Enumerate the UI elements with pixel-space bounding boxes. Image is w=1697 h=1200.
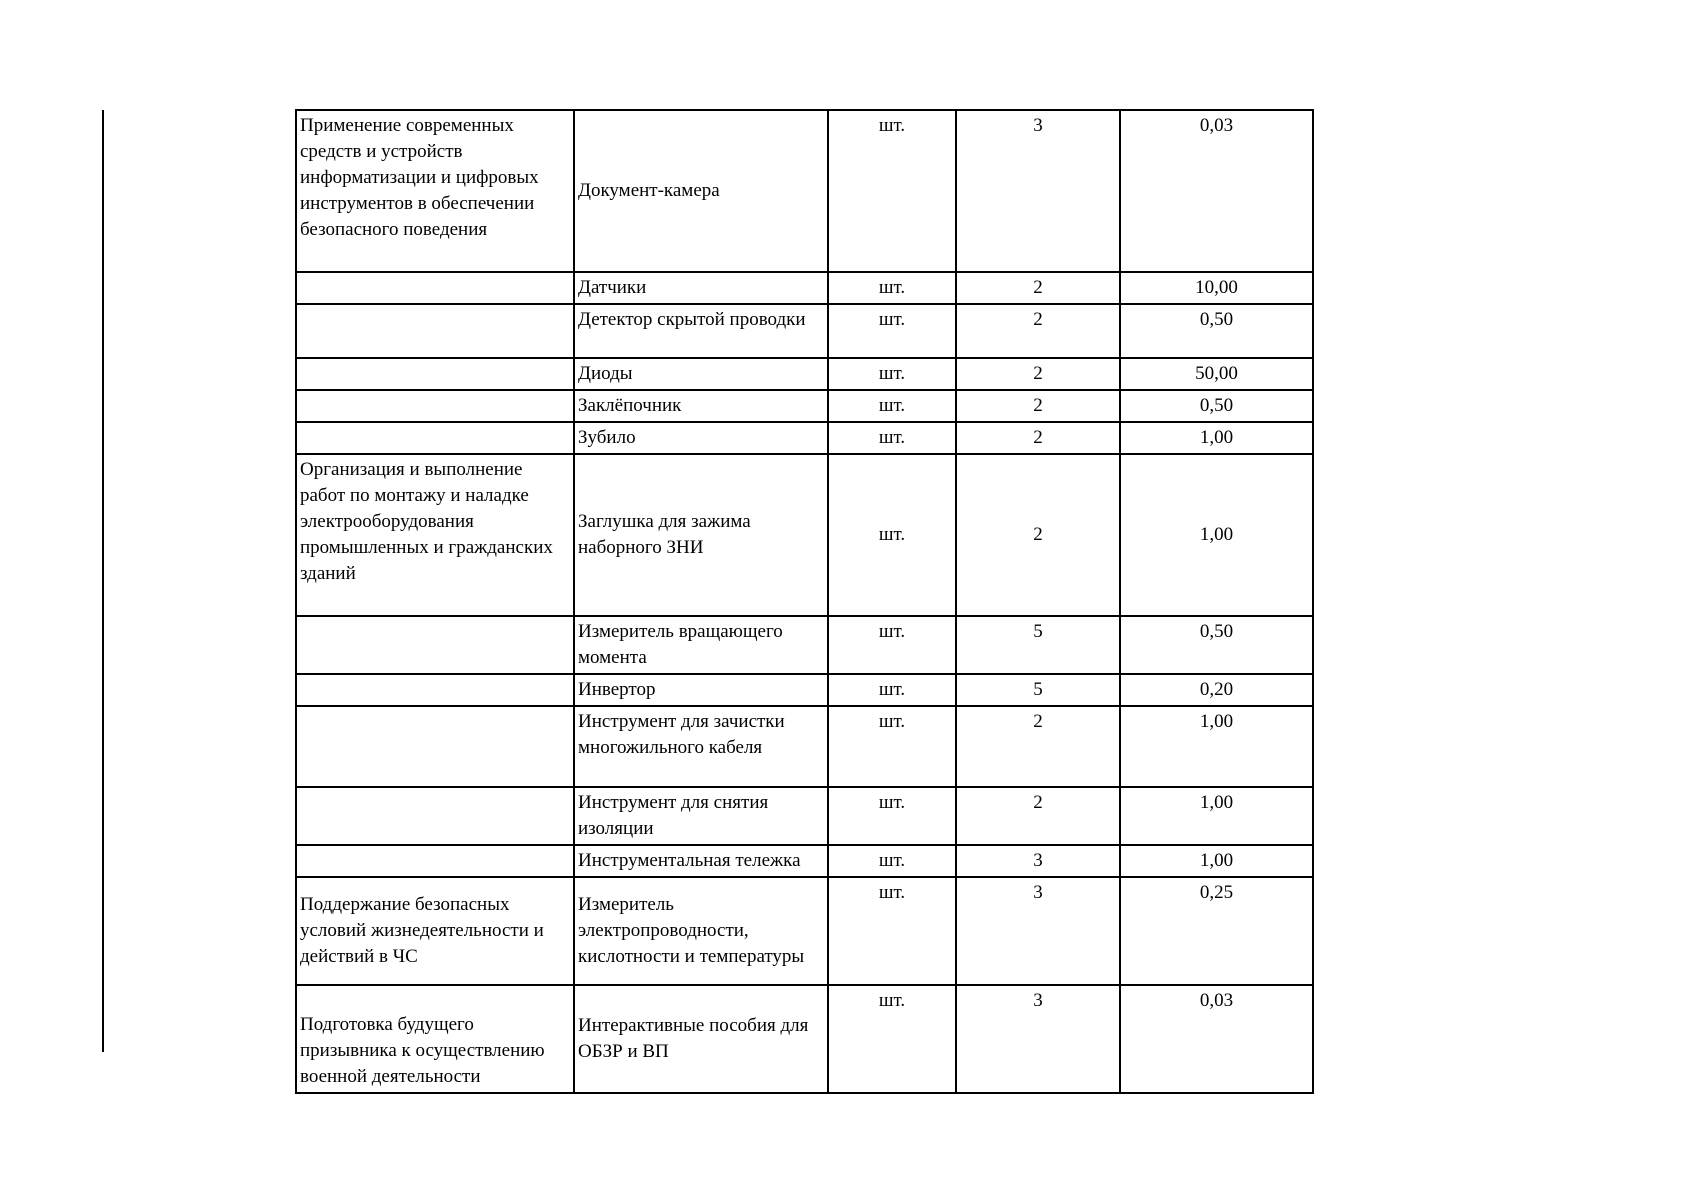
unit-cell: шт. xyxy=(828,674,956,706)
unit-cell: шт. xyxy=(828,110,956,272)
value-cell: 1,00 xyxy=(1120,422,1313,454)
value-cell: 0,03 xyxy=(1120,110,1313,272)
quantity-cell: 2 xyxy=(956,358,1120,390)
section-cell xyxy=(296,706,574,787)
section-cell: Применение современных средств и устройств информатизации и цифровых инструментов в обеспечении безопасного поведения xyxy=(296,110,574,272)
quantity-cell: 3 xyxy=(956,985,1120,1093)
table-row xyxy=(296,706,1313,787)
unit-cell: шт. xyxy=(828,787,956,845)
quantity-cell: 2 xyxy=(956,272,1120,304)
unit-cell: шт. xyxy=(828,422,956,454)
value-cell: 0,50 xyxy=(1120,304,1313,358)
value-cell: 0,20 xyxy=(1120,674,1313,706)
value-cell: 1,00 xyxy=(1120,706,1313,787)
quantity-cell: 2 xyxy=(956,787,1120,845)
value-cell: 50,00 xyxy=(1120,358,1313,390)
item-name-cell: Зубило xyxy=(574,422,828,454)
unit-cell: шт. xyxy=(828,358,956,390)
quantity-cell: 2 xyxy=(956,454,1120,616)
table-row xyxy=(296,110,1313,272)
value-cell: 1,00 xyxy=(1120,787,1313,845)
table-row xyxy=(296,358,1313,390)
section-cell xyxy=(296,272,574,304)
section-cell: Поддержание безопасных условий жизнедеятельности и действий в ЧС xyxy=(296,877,574,985)
quantity-cell: 2 xyxy=(956,706,1120,787)
item-name-cell: Измеритель вращающего момента xyxy=(574,616,828,674)
table-row xyxy=(296,454,1313,616)
unit-cell: шт. xyxy=(828,390,956,422)
unit-cell: шт. xyxy=(828,272,956,304)
item-name-cell: Инструмент для зачистки многожильного кабеля xyxy=(574,706,828,787)
item-name-cell: Детектор скрытой проводки xyxy=(574,304,828,358)
section-cell: Подготовка будущего призывника к осуществлению военной деятельности xyxy=(296,985,574,1093)
item-name-cell: Заклёпочник xyxy=(574,390,828,422)
section-cell xyxy=(296,304,574,358)
table-row xyxy=(296,422,1313,454)
section-cell xyxy=(296,390,574,422)
value-cell: 10,00 xyxy=(1120,272,1313,304)
section-cell xyxy=(296,845,574,877)
item-name-cell: Инструмент для снятия изоляции xyxy=(574,787,828,845)
table-row xyxy=(296,674,1313,706)
item-name-cell: Датчики xyxy=(574,272,828,304)
value-cell: 0,25 xyxy=(1120,877,1313,985)
table-row xyxy=(296,390,1313,422)
item-name-cell: Измеритель электропроводности, кислотности и температуры xyxy=(574,877,828,985)
item-name-cell: Инвертор xyxy=(574,674,828,706)
value-cell: 1,00 xyxy=(1120,845,1313,877)
table-row xyxy=(296,985,1313,1093)
table-row xyxy=(296,877,1313,985)
item-name-cell: Инструментальная тележка xyxy=(574,845,828,877)
quantity-cell: 5 xyxy=(956,674,1120,706)
quantity-cell: 3 xyxy=(956,110,1120,272)
unit-cell: шт. xyxy=(828,845,956,877)
quantity-cell: 2 xyxy=(956,304,1120,358)
item-name-cell: Интерактивные пособия для ОБЗР и ВП xyxy=(574,985,828,1093)
page-margin-line xyxy=(102,110,104,1052)
value-cell: 0,50 xyxy=(1120,616,1313,674)
table-row xyxy=(296,304,1313,358)
item-name-cell: Заглушка для зажима наборного ЗНИ xyxy=(574,454,828,616)
unit-cell: шт. xyxy=(828,985,956,1093)
section-cell: Организация и выполнение работ по монтажу и наладке электрооборудования промышленных и гражданских зданий xyxy=(296,454,574,616)
value-cell: 1,00 xyxy=(1120,454,1313,616)
section-cell xyxy=(296,616,574,674)
quantity-cell: 3 xyxy=(956,877,1120,985)
item-name-cell: Документ-камера xyxy=(574,110,828,272)
table-row xyxy=(296,845,1313,877)
unit-cell: шт. xyxy=(828,454,956,616)
equipment-table xyxy=(295,109,1314,1094)
section-cell xyxy=(296,358,574,390)
section-cell xyxy=(296,674,574,706)
section-cell xyxy=(296,787,574,845)
quantity-cell: 5 xyxy=(956,616,1120,674)
unit-cell: шт. xyxy=(828,304,956,358)
quantity-cell: 2 xyxy=(956,390,1120,422)
unit-cell: шт. xyxy=(828,877,956,985)
quantity-cell: 3 xyxy=(956,845,1120,877)
table-row xyxy=(296,272,1313,304)
item-name-cell: Диоды xyxy=(574,358,828,390)
table-row xyxy=(296,616,1313,674)
value-cell: 0,50 xyxy=(1120,390,1313,422)
unit-cell: шт. xyxy=(828,706,956,787)
quantity-cell: 2 xyxy=(956,422,1120,454)
table-row xyxy=(296,787,1313,845)
unit-cell: шт. xyxy=(828,616,956,674)
section-cell xyxy=(296,422,574,454)
value-cell: 0,03 xyxy=(1120,985,1313,1093)
